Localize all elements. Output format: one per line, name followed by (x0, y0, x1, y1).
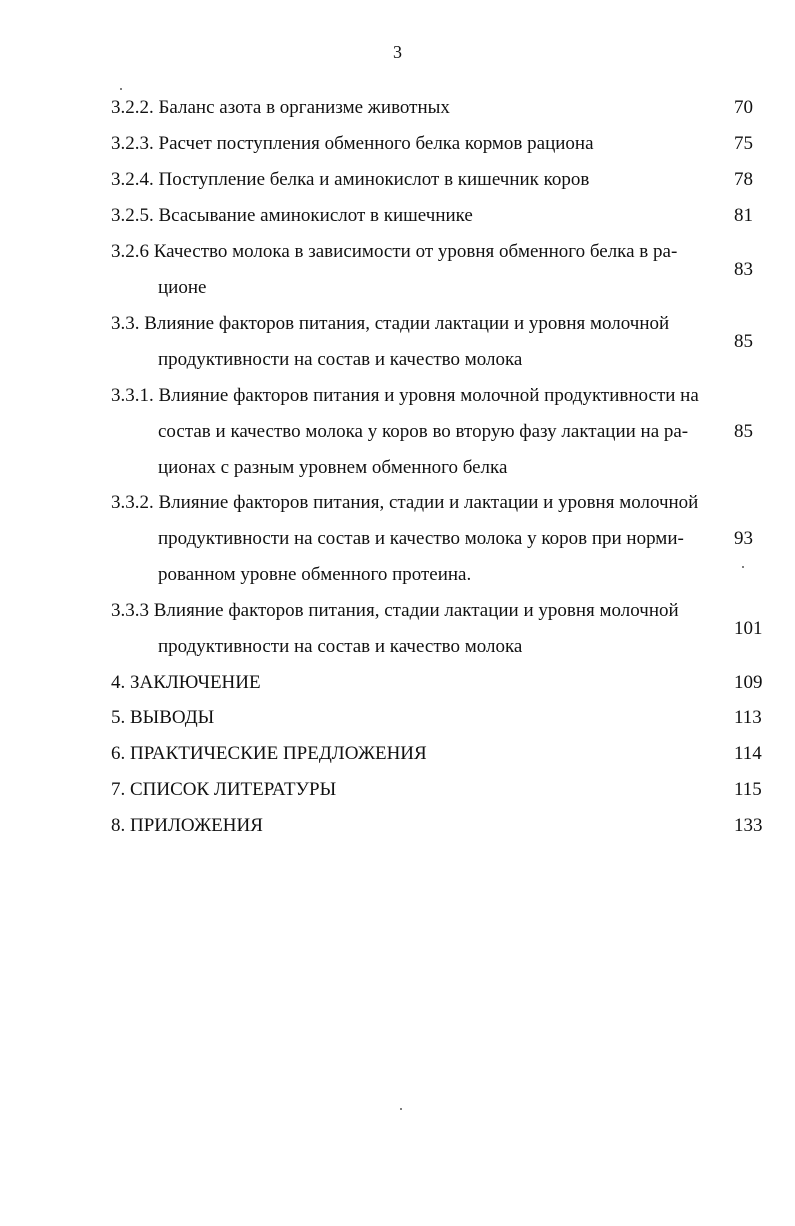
toc-entry-page: 75 (734, 133, 753, 154)
toc-entry-title: 3.2.5. Всасывание аминокислот в кишечнике (111, 205, 473, 226)
toc-entry-title: 3.2.3. Расчет поступления обменного белка кормов рациона (111, 133, 594, 154)
toc-entry-title: 3.2.6 Качество молока в зависимости от уровня обменного белка в ра- (111, 241, 678, 262)
scan-speck (400, 1108, 402, 1110)
toc-entry-title: ционе (158, 277, 207, 298)
toc-entry-page: 93 (734, 528, 753, 549)
toc-entry-page: 109 (734, 672, 763, 693)
toc-entry-title: 3.3.3 Влияние факторов питания, стадии лактации и уровня молочной (111, 600, 679, 621)
toc-entry-title: 3.3.2. Влияние факторов питания, стадии и лактации и уровня молочной (111, 492, 699, 513)
toc-entry-title: ционах с разным уровнем обменного белка (158, 457, 508, 478)
toc-entry-title: продуктивности на состав и качество молока (158, 349, 523, 370)
toc-entry-title: 3.2.4. Поступление белка и аминокислот в кишечник коров (111, 169, 590, 190)
toc-entry-title: 3.2.2. Баланс азота в организме животных (111, 97, 450, 118)
toc-entry-page: 70 (734, 97, 753, 118)
toc-entry-title: 7. СПИСОК ЛИТЕРАТУРЫ (111, 779, 337, 800)
toc-entry-page: 113 (734, 707, 762, 728)
scan-speck (742, 566, 744, 568)
toc-entry-title: продуктивности на состав и качество молока (158, 636, 523, 657)
toc-entry-title: состав и качество молока у коров во вторую фазу лактации на ра- (158, 421, 689, 442)
toc-entry-page: 115 (734, 779, 762, 800)
toc-entry-title: 3.3.1. Влияние факторов питания и уровня молочной продуктивности на (111, 385, 699, 406)
toc-entry-page: 78 (734, 169, 753, 190)
toc-entry-title: 4. ЗАКЛЮЧЕНИЕ (111, 672, 261, 693)
page-number: 3 (393, 42, 402, 62)
toc-entry-page: 133 (734, 815, 763, 836)
toc-entry-title: 5. ВЫВОДЫ (111, 707, 215, 728)
toc-entry-title: 3.3. Влияние факторов питания, стадии лактации и уровня молочной (111, 313, 670, 334)
toc-entry-page: 101 (734, 618, 763, 639)
toc-entry-title: продуктивности на состав и качество молока у коров при норми- (158, 528, 684, 549)
toc-entry-page: 85 (734, 421, 753, 442)
toc-entry-title: 6. ПРАКТИЧЕСКИЕ ПРЕДЛОЖЕНИЯ (111, 743, 427, 764)
toc-entry-page: 81 (734, 205, 753, 226)
scan-speck (120, 88, 122, 90)
toc-entry-page: 83 (734, 259, 753, 280)
toc-entry-title: 8. ПРИЛОЖЕНИЯ (111, 815, 263, 836)
toc-entry-page: 85 (734, 331, 753, 352)
toc-entry-title: рованном уровне обменного протеина. (158, 564, 472, 585)
toc-entry-page: 114 (734, 743, 762, 764)
